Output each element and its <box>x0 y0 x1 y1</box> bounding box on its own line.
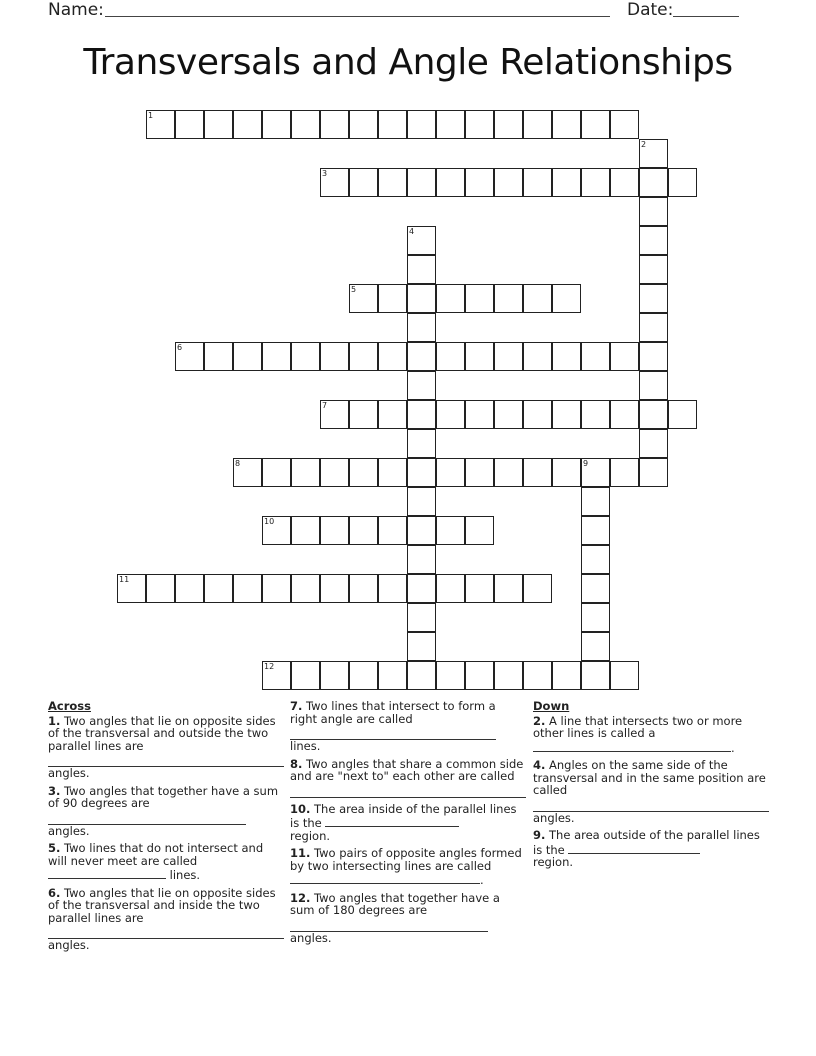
grid-cell[interactable] <box>349 661 378 690</box>
grid-cell[interactable] <box>639 458 668 487</box>
grid-cell[interactable] <box>523 342 552 371</box>
grid-cell[interactable] <box>610 342 639 371</box>
grid-cell[interactable] <box>320 516 349 545</box>
grid-cell[interactable] <box>523 661 552 690</box>
grid-cell[interactable] <box>175 574 204 603</box>
grid-cell[interactable] <box>291 574 320 603</box>
grid-cell[interactable] <box>378 110 407 139</box>
grid-cell[interactable] <box>610 400 639 429</box>
grid-cell[interactable] <box>320 458 349 487</box>
grid-cell[interactable] <box>465 342 494 371</box>
clue-across-8: 8. Two angles that share a common side and are "next to" each other are called <box>290 758 526 798</box>
grid-cell[interactable] <box>407 603 436 632</box>
grid-cell[interactable] <box>581 545 610 574</box>
grid-cell[interactable] <box>233 342 262 371</box>
grid-cell[interactable] <box>465 400 494 429</box>
grid-cell[interactable] <box>552 284 581 313</box>
grid-cell[interactable] <box>291 516 320 545</box>
grid-cell[interactable] <box>407 342 436 371</box>
clue-across-3: 3. Two angles that together have a sum of 90 degrees are angles. <box>48 783 279 838</box>
grid-cell[interactable] <box>378 342 407 371</box>
grid-cell[interactable] <box>494 168 523 197</box>
grid-cell[interactable] <box>233 110 262 139</box>
clue-number: 7 <box>322 401 328 410</box>
grid-cell[interactable] <box>494 342 523 371</box>
grid-cell[interactable] <box>407 429 436 458</box>
grid-cell[interactable] <box>204 342 233 371</box>
grid-cell[interactable] <box>552 168 581 197</box>
clue-number: 12 <box>264 662 275 671</box>
grid-cell[interactable] <box>117 574 146 603</box>
grid-cell[interactable] <box>552 342 581 371</box>
grid-cell[interactable] <box>465 284 494 313</box>
grid-cell[interactable] <box>320 342 349 371</box>
clue-across-1: 1. Two angles that lie on opposite sides of the transversal and outside the two parallel lines are angles. <box>48 715 284 780</box>
clues-column-1 <box>48 700 284 957</box>
grid-cell[interactable] <box>494 110 523 139</box>
grid-cell[interactable] <box>262 110 291 139</box>
answer-blank <box>48 752 284 767</box>
grid-cell[interactable] <box>436 458 465 487</box>
grid-cell[interactable] <box>436 400 465 429</box>
grid-cell[interactable] <box>407 516 436 545</box>
grid-cell[interactable] <box>407 487 436 516</box>
grid-cell[interactable] <box>494 458 523 487</box>
grid-cell[interactable] <box>146 110 175 139</box>
grid-cell[interactable] <box>262 342 291 371</box>
answer-blank <box>48 810 246 825</box>
grid-cell[interactable] <box>552 458 581 487</box>
grid-cell[interactable] <box>407 661 436 690</box>
clue-number: 1 <box>148 111 154 120</box>
clue-across-12: 12. Two angles that together have a sum of 180 degrees are angles. <box>290 890 500 945</box>
clue-number: 10 <box>264 517 275 526</box>
clue-across-10: 10. The area inside of the parallel lines is the region. <box>290 801 517 843</box>
grid-cell[interactable] <box>436 574 465 603</box>
grid-cell[interactable] <box>581 168 610 197</box>
page-title: Transversals and Angle Relationships <box>83 42 733 83</box>
grid-cell[interactable] <box>465 574 494 603</box>
grid-cell[interactable] <box>639 429 668 458</box>
grid-cell[interactable] <box>291 342 320 371</box>
grid-cell[interactable] <box>668 168 697 197</box>
answer-blank <box>533 797 769 812</box>
clue-number: 9 <box>583 459 589 468</box>
grid-cell[interactable] <box>639 168 668 197</box>
grid-cell[interactable] <box>378 284 407 313</box>
clue-number: 3 <box>322 169 328 178</box>
grid-cell[interactable] <box>494 400 523 429</box>
answer-blank <box>533 740 731 752</box>
grid-cell[interactable] <box>407 313 436 342</box>
clue-number: 4 <box>409 227 415 236</box>
grid-cell[interactable] <box>407 226 436 255</box>
answer-blank <box>290 725 496 740</box>
clue-down-2: 2. A line that intersects two or more other lines is called a . <box>533 713 743 755</box>
grid-cell[interactable] <box>436 516 465 545</box>
answer-blank <box>325 815 459 827</box>
grid-cell[interactable] <box>581 458 610 487</box>
grid-cell[interactable] <box>291 110 320 139</box>
grid-cell[interactable] <box>494 284 523 313</box>
clue-across-5: 5. Two lines that do not intersect and will never meet are called lines. <box>48 841 264 882</box>
grid-cell[interactable] <box>378 516 407 545</box>
grid-cell[interactable] <box>639 226 668 255</box>
grid-cell[interactable] <box>407 110 436 139</box>
grid-cell[interactable] <box>320 400 349 429</box>
answer-blank <box>48 867 166 879</box>
grid-cell[interactable] <box>465 516 494 545</box>
grid-cell[interactable] <box>552 110 581 139</box>
clue-number: 5 <box>351 285 357 294</box>
clues-column-2 <box>290 700 526 949</box>
grid-cell[interactable] <box>349 110 378 139</box>
grid-cell[interactable] <box>552 400 581 429</box>
grid-cell[interactable] <box>407 632 436 661</box>
grid-cell[interactable] <box>465 458 494 487</box>
grid-cell[interactable] <box>581 603 610 632</box>
grid-cell[interactable] <box>262 574 291 603</box>
grid-cell[interactable] <box>349 284 378 313</box>
grid-cell[interactable] <box>175 342 204 371</box>
date-label: Date: <box>627 0 674 20</box>
clue-number: 8 <box>235 459 241 468</box>
grid-cell[interactable] <box>407 545 436 574</box>
grid-cell[interactable] <box>291 661 320 690</box>
clue-across-6: 6. Two angles that lie on opposite sides of the transversal and inside the two parallel lines are angles. <box>48 887 284 952</box>
answer-blank <box>290 917 488 932</box>
grid-cell[interactable] <box>465 110 494 139</box>
grid-cell[interactable] <box>349 400 378 429</box>
grid-cell[interactable] <box>407 458 436 487</box>
grid-cell[interactable] <box>320 110 349 139</box>
grid-cell[interactable] <box>378 400 407 429</box>
grid-cell[interactable] <box>581 516 610 545</box>
grid-cell[interactable] <box>349 342 378 371</box>
grid-cell[interactable] <box>378 574 407 603</box>
grid-cell[interactable] <box>436 284 465 313</box>
grid-cell[interactable] <box>581 632 610 661</box>
grid-cell[interactable] <box>465 168 494 197</box>
grid-cell[interactable] <box>639 313 668 342</box>
grid-cell[interactable] <box>204 110 233 139</box>
grid-cell[interactable] <box>291 458 320 487</box>
clue-number: 6 <box>177 343 183 352</box>
grid-cell[interactable] <box>610 661 639 690</box>
grid-cell[interactable] <box>320 574 349 603</box>
grid-cell[interactable] <box>407 168 436 197</box>
grid-cell[interactable] <box>175 110 204 139</box>
grid-cell[interactable] <box>233 458 262 487</box>
grid-cell[interactable] <box>407 574 436 603</box>
grid-cell[interactable] <box>523 168 552 197</box>
answer-blank <box>290 872 480 884</box>
grid-cell[interactable] <box>494 574 523 603</box>
clue-number: 11 <box>119 575 130 584</box>
grid-cell[interactable] <box>262 458 291 487</box>
grid-cell[interactable] <box>378 458 407 487</box>
down-heading: Down <box>533 699 570 713</box>
across-heading: Across <box>48 699 91 713</box>
grid-cell[interactable] <box>407 371 436 400</box>
grid-cell[interactable] <box>639 255 668 284</box>
grid-cell[interactable] <box>262 661 291 690</box>
answer-blank <box>48 924 284 939</box>
grid-cell[interactable] <box>581 487 610 516</box>
grid-cell[interactable] <box>581 110 610 139</box>
grid-cell[interactable] <box>436 110 465 139</box>
answer-blank <box>290 783 526 798</box>
grid-cell[interactable] <box>523 284 552 313</box>
grid-cell[interactable] <box>349 458 378 487</box>
grid-cell[interactable] <box>349 516 378 545</box>
grid-cell[interactable] <box>320 661 349 690</box>
grid-cell[interactable] <box>378 661 407 690</box>
grid-cell[interactable] <box>378 168 407 197</box>
grid-cell[interactable] <box>523 400 552 429</box>
answer-blank <box>568 842 700 854</box>
grid-cell[interactable] <box>436 342 465 371</box>
grid-cell[interactable] <box>639 400 668 429</box>
clue-across-7: 7. Two lines that intersect to form a right angle are called lines. <box>290 699 496 753</box>
clue-across-11: 11. Two pairs of opposite angles formed by two intersecting lines are called . <box>290 846 522 887</box>
grid-cell[interactable] <box>407 284 436 313</box>
clue-down-9: 9. The area outside of the parallel lines is the region. <box>533 828 760 869</box>
grid-cell[interactable] <box>581 574 610 603</box>
grid-cell[interactable] <box>436 168 465 197</box>
grid-cell[interactable] <box>610 168 639 197</box>
grid-cell[interactable] <box>436 661 465 690</box>
grid-cell[interactable] <box>639 284 668 313</box>
grid-cell[interactable] <box>523 458 552 487</box>
grid-cell[interactable] <box>639 342 668 371</box>
grid-cell[interactable] <box>610 458 639 487</box>
grid-cell[interactable] <box>639 371 668 400</box>
grid-cell[interactable] <box>581 400 610 429</box>
clue-down-4: 4. Angles on the same side of the transversal and in the same position are called angles. <box>533 759 769 824</box>
grid-cell[interactable] <box>146 574 175 603</box>
grid-cell[interactable] <box>523 574 552 603</box>
grid-cell[interactable] <box>610 110 639 139</box>
name-label: Name: <box>48 0 104 20</box>
grid-cell[interactable] <box>320 168 349 197</box>
grid-cell[interactable] <box>349 574 378 603</box>
clue-number: 2 <box>641 140 647 149</box>
grid-cell[interactable] <box>523 110 552 139</box>
grid-cell[interactable] <box>668 400 697 429</box>
grid-cell[interactable] <box>639 197 668 226</box>
grid-cell[interactable] <box>204 574 233 603</box>
grid-cell[interactable] <box>581 661 610 690</box>
grid-cell[interactable] <box>465 661 494 690</box>
grid-cell[interactable] <box>233 574 262 603</box>
grid-cell[interactable] <box>494 661 523 690</box>
grid-cell[interactable] <box>552 661 581 690</box>
clues-column-3 <box>533 700 769 874</box>
grid-cell[interactable] <box>581 342 610 371</box>
grid-cell[interactable] <box>349 168 378 197</box>
grid-cell[interactable] <box>639 139 668 168</box>
grid-cell[interactable] <box>407 400 436 429</box>
grid-cell[interactable] <box>262 516 291 545</box>
grid-cell[interactable] <box>407 255 436 284</box>
